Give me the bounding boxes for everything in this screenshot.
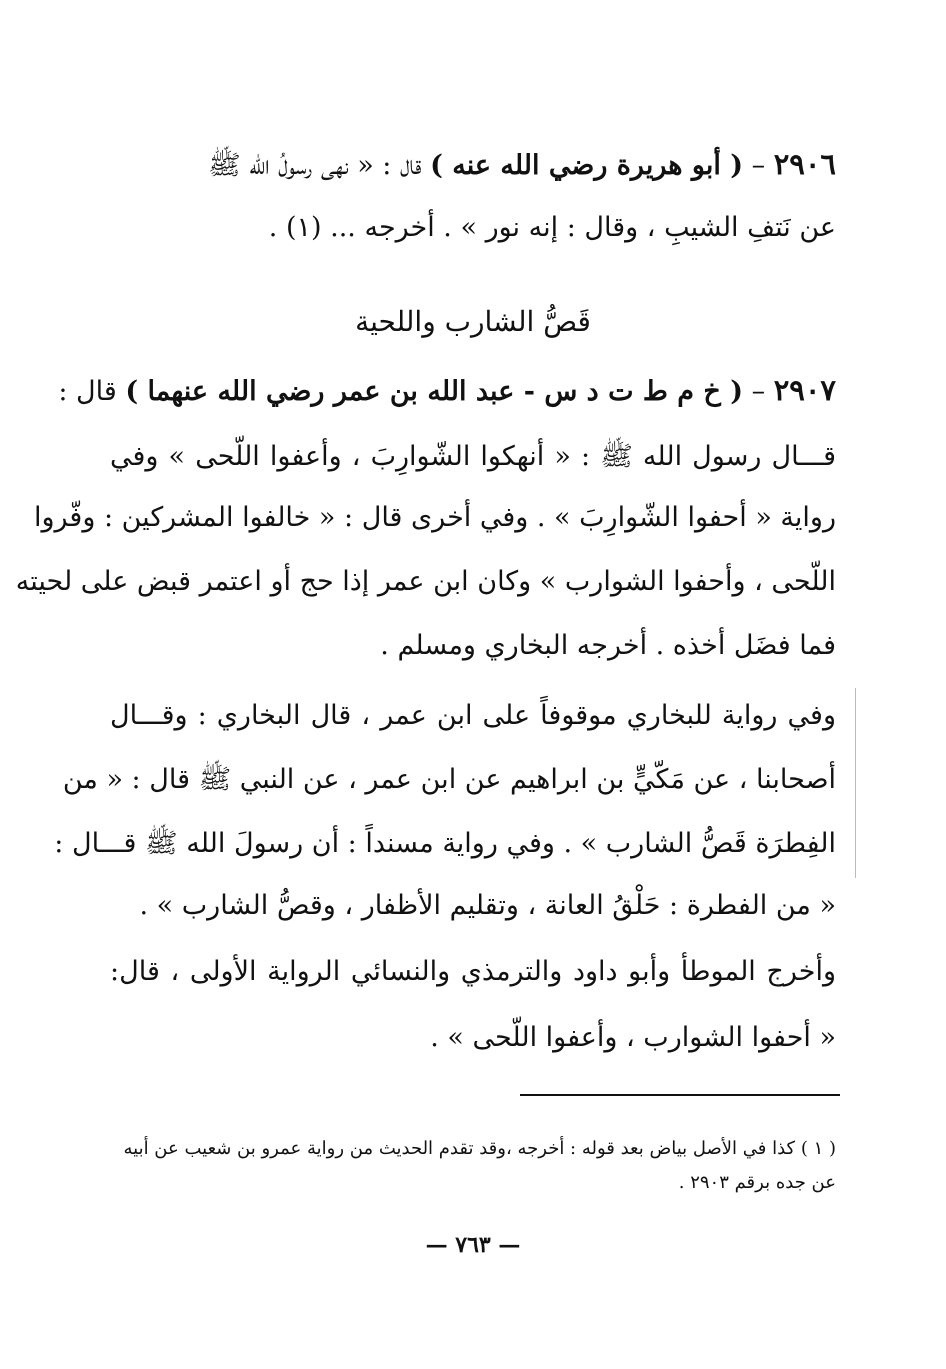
hadith-2906-line-1 bbox=[110, 142, 836, 188]
margin-mark bbox=[855, 688, 856, 878]
footnote-line-2: عن جده برقم ٢٩٠٣ . bbox=[678, 1172, 836, 1193]
hadith-2907-line-1 bbox=[58, 368, 836, 414]
hadith-2907-text: قال : bbox=[58, 376, 126, 407]
hadith-2906-text: قال : « نهى رسولُ الله ﷺ bbox=[208, 150, 431, 181]
bukhari-line-4: « من الفطرة : حَلْقُ العانة ، وتقليم الأظفار ، وقصُّ الشارب » . bbox=[139, 890, 836, 921]
hadith-2907-line-3: رواية « أحفوا الشّوارِبَ » . وفي أخرى قال : « خالفوا المشركين : وفّروا bbox=[33, 502, 836, 533]
hadith-2907-narrator: ( خ م ط ت د س - عبد الله بن عمر رضي الله عنهما ) bbox=[125, 376, 744, 407]
hadith-2906-line-2: عن نَتفِ الشيبِ ، وقال : إنه نور » . أخرجه ... (١) . bbox=[268, 212, 836, 243]
hadith-2907-line-5: فما فضَل أخذه . أخرجه البخاري ومسلم . bbox=[380, 630, 836, 661]
bukhari-line-3: الفِطرَة قَصُّ الشارب » . وفي رواية مسنداً : أن رسولَ الله ﷺ قـــال : bbox=[54, 828, 836, 859]
footnote-line-1: ( ١ ) كذا في الأصل بياض بعد قوله : أخرجه ،وقد تقدم الحديث من رواية عمرو بن شعيب عن أبيه bbox=[123, 1138, 836, 1159]
footnote-separator bbox=[520, 1094, 840, 1096]
hadith-2906-narrator: ( أبو هريرة رضي الله عنه ) bbox=[430, 150, 744, 181]
section-heading: قَصُّ الشارب واللحية bbox=[355, 305, 591, 338]
page-number: — ٧٦٣ — bbox=[425, 1232, 521, 1258]
bukhari-line-1: وفي رواية للبخاري موقوفاً على ابن عمر ، قال البخاري : وقـــال bbox=[110, 700, 836, 731]
hadith-2907-line-4: اللّحى ، وأحفوا الشوارب » وكان ابن عمر إذا حج أو اعتمر قبض على لحيته bbox=[15, 566, 836, 597]
hadith-number-2907: ٢٩٠٧ bbox=[773, 373, 836, 407]
hadith-2907-line-2: قـــال رسول الله ﷺ : « أنهكوا الشّوارِبَ ، وأعفوا اللّحى » وفي bbox=[110, 441, 836, 472]
hadith-2907-dash: – bbox=[743, 376, 774, 407]
muwatta-line-1: وأخرج الموطأ وأبو داود والترمذي والنسائي الرواية الأولى ، قال: bbox=[110, 956, 836, 987]
hadith-number-2906: ٢٩٠٦ bbox=[773, 147, 836, 181]
muwatta-line-2: « أحفوا الشوارب ، وأعفوا اللّحى » . bbox=[430, 1022, 836, 1053]
bukhari-line-2: أصحابنا ، عن مَكّيٍّ بن ابراهيم عن ابن عمر ، عن النبي ﷺ قال : « من bbox=[62, 764, 836, 795]
hadith-2906-dash: – bbox=[743, 150, 774, 181]
